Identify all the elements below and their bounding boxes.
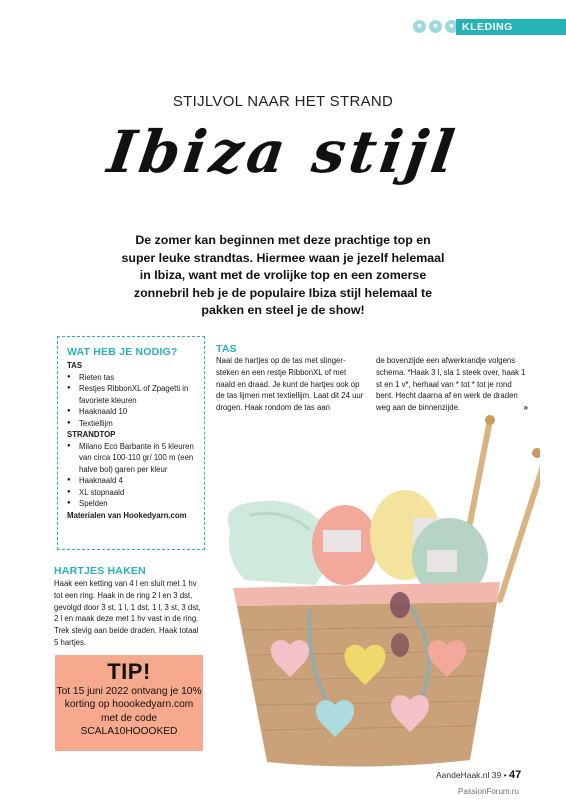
list-item: ● Milano Eco Barbante in 5 kleuren van circa 100-110 gr/ 100 m (een halve bol) garen per kleur [67,441,196,476]
list-item: ● Haaknaald 10 [67,406,196,418]
continue-arrow: » [523,403,528,413]
list-item: ● Spelden [67,498,196,510]
page-title: Ibiza stijl [103,118,463,186]
tip-text: Tot 15 juni 2022 ontvang je 10% korting op hoookedyarn.com met de code SCALA10HOOOKED [56,686,202,737]
section-dot-2: ● [429,20,442,33]
needs-box [57,336,205,550]
list-item: ● Rieten tas [67,372,196,384]
list-item: ● Textiellijm [67,418,196,430]
footer-site: AandeHaak.nl 39 [436,770,502,780]
tas-column-2 [376,355,528,414]
section-tag: KLEDING [456,19,566,35]
list-item: ● XL stopnaald [67,487,196,499]
tas-label: TAS [67,361,83,370]
strandtop-label: STRANDTOP [67,430,116,439]
intro-text: De zomer kan beginnen met deze prachtige top en super leuke strandtas. Hiermee waan je jezelf helemaal in Ibiza, want met de vrolijke top en een zomerse zonnebril heb je de populaire Ibiza stijl helemaal te pakken en steel je de show! [121,233,445,317]
tip-box [55,655,203,751]
page-number: 47 [508,769,522,781]
needs-heading: WAT HEB JE NODIG? [67,346,178,358]
tas-column-1: Naai de hartjes op de tas met slinger-steken en een restje RibbonXL of met naald en draad. Je kunt de hartjes ook op de tas lijmen met textiellijm. Laat dit 24 uur drogen. Haak rondom de tas aan [216,356,364,413]
materials-credit: Materialen van Hookedyarn.com [67,510,187,520]
footer-bullet: • [503,770,507,780]
list-item: ● Haaknaald 4 [67,475,196,487]
tas-list [67,372,196,430]
page-footer [436,769,521,781]
kicker: STIJLVOL NAAR HET STRAND [172,93,394,110]
basket-photo [215,410,540,785]
list-item: ● Restjes RibbonXL of Zpagetti in favoriete kleuren [67,383,196,406]
tas-heading: TAS [216,343,237,355]
strandtop-list [67,441,196,510]
watermark: PassionForum.ru [458,787,519,796]
tas-column-2-text: de bovenzijde een afwerkrandje volgens schema. *Haak 3 l, sla 1 steek over, haak 1 st en 1 v*, herhaal van * tot * tot je rond bent. Hecht daarna af en werk de draden weg aan de binnenzijde. [376,356,526,413]
hartjes-heading: HARTJES HAKEN [54,565,146,577]
section-dot-3: ● [445,20,458,33]
hartjes-text: Haak een ketting van 4 l en sluit met 1 hv tot een ring. Haak in de ring 2 l en 3 dst, gevolgd door 3 st, 1 l, 1 dst, 1 l, 3 st, 3 dst, 2 l en maak deze met 1 hv vast in de ring. Trek stevig aan beide draden. Haak totaal 5 hartjes. [54,579,201,647]
section-dots [413,20,458,33]
tip-heading: TIP! [107,659,151,684]
section-dot-1: ● [413,20,426,33]
